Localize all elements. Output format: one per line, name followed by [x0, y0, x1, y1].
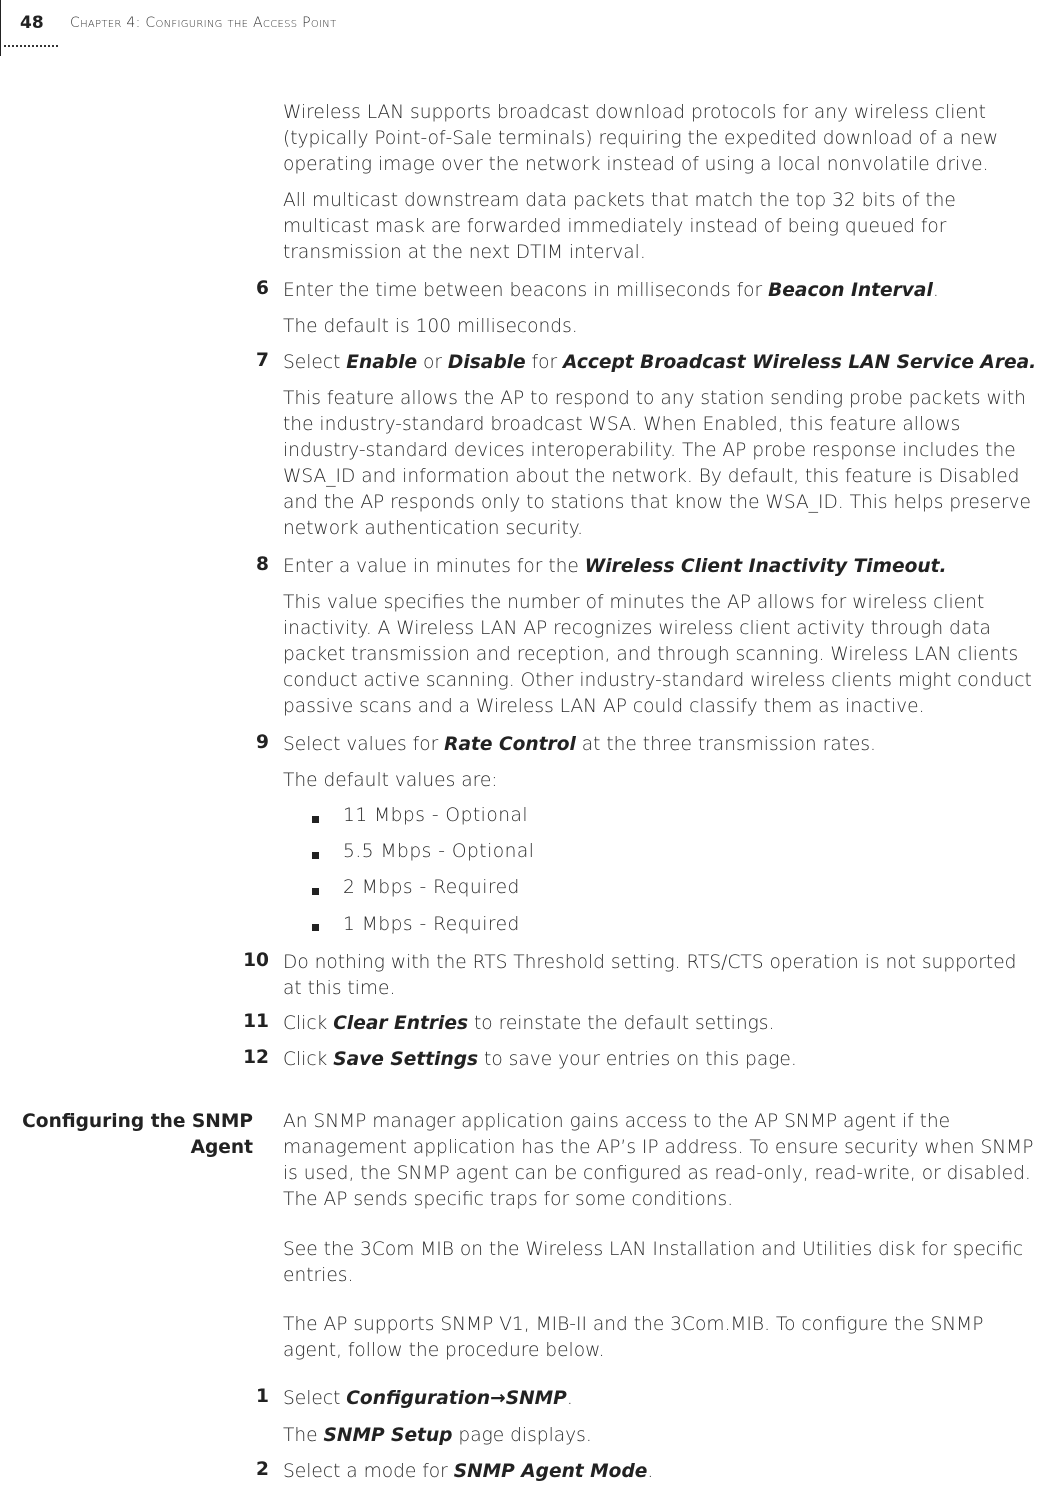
section-heading [0, 1109, 253, 1161]
ui-label: Accept Broadcast Wireless LAN Service Area. [563, 352, 1037, 373]
step-text: to save your entries on this page. [478, 1049, 797, 1070]
list-item: 1 Mbps - Required [343, 914, 520, 935]
intro-paragraph-1: Wireless LAN supports broadcast download protocols for any wireless client (typically Point-of-Sale terminals) requiring the expedited download of a new operating image over the network instead of using a local nonvolatile drive. [283, 102, 999, 175]
step-6-text [283, 278, 1041, 304]
step-text: Select a mode for [283, 1461, 454, 1482]
step-9-text [283, 732, 1041, 758]
arrow-icon: → [490, 1388, 506, 1409]
step-8-note: This value specifies the number of minutes the AP allows for wireless client inactivity. A Wireless LAN AP recognizes wireless client activity through data packet transmission and reception, and through scanning. Wireless LAN clients conduct active scanning. Other industry-standard wireless clients might conduct passive scans and a Wireless LAN AP could classify them as inactive. [283, 592, 1032, 717]
step-text: The [283, 1425, 324, 1446]
bullet-icon [312, 888, 322, 898]
ui-label: SNMP Setup [323, 1425, 453, 1446]
step-9-note: The default values are: [283, 770, 498, 791]
step-text: Click [283, 1013, 334, 1034]
step-number: 1 [256, 1386, 269, 1407]
step-8-text [283, 554, 1041, 580]
corner-rule [0, 0, 1, 56]
step-text: Enter a value in minutes for the [283, 556, 585, 577]
page-header [0, 0, 1041, 60]
ui-label: Disable [447, 352, 526, 373]
step-text: at the three transmission rates. [575, 734, 876, 755]
section-heading-line: Configuring the SNMP [22, 1111, 253, 1132]
step-number: 2 [256, 1459, 269, 1480]
step-text: Select values for [283, 734, 445, 755]
step-number: 11 [243, 1011, 269, 1032]
ui-label: SNMP Agent Mode [453, 1461, 648, 1482]
ui-label: Rate Control [444, 734, 576, 755]
ui-label: Save Settings [333, 1049, 479, 1070]
step-text: . [932, 280, 939, 301]
ui-label: Configuration [346, 1388, 491, 1409]
step-number: 9 [256, 732, 269, 753]
step-number: 7 [256, 350, 269, 371]
list-item: 5.5 Mbps - Optional [343, 841, 535, 862]
bullet-icon [312, 852, 322, 862]
step-7-note: This feature allows the AP to respond to any station sending probe packets with the industry-standard broadcast WSA. When Enabled, this feature allows industry-standard devices interoperability. The AP probe response includes the WSA_ID and information about the network. By default, this feature is Disabled and the AP responds only to stations that know the WSA_ID. This helps preserve network authentication security. [283, 388, 1031, 539]
step-text: Click [283, 1049, 334, 1070]
step-number: 6 [256, 278, 269, 299]
step-text: Enter the time between beacons in milliseconds for [283, 280, 769, 301]
snmp-step-1-note [283, 1423, 1041, 1449]
step-text: or [417, 352, 448, 373]
step-6-note: The default is 100 milliseconds. [283, 316, 578, 337]
step-text: . [647, 1461, 654, 1482]
step-11-text [283, 1011, 1041, 1037]
running-head: Chapter 4: Configuring the Access Point [70, 15, 337, 31]
bullet-icon [312, 816, 322, 826]
step-text: to reinstate the default settings. [468, 1013, 775, 1034]
intro-paragraph-2: All multicast downstream data packets that match the top 32 bits of the multicast mask are forwarded immediately instead of being queued for transmission at the next DTIM interval. [283, 190, 956, 263]
dotted-rule [4, 45, 58, 47]
section-paragraph-1: An SNMP manager application gains access to the AP SNMP agent if the management application has the AP’s IP address. To ensure security when SNMP is used, the SNMP agent can be configured as read-only, read-write, or disabled. The AP sends specific traps for some conditions. [283, 1111, 1034, 1210]
step-number: 8 [256, 554, 269, 575]
page-number: 48 [20, 13, 44, 33]
list-item: 2 Mbps - Required [343, 877, 520, 898]
ui-label: SNMP [505, 1388, 567, 1409]
snmp-step-1-text [283, 1386, 1041, 1412]
step-number: 12 [243, 1047, 269, 1068]
step-text: Select [283, 352, 347, 373]
section-paragraph-3: The AP supports SNMP V1, MIB-II and the 3Com.MIB. To configure the SNMP agent, follow the procedure below. [283, 1314, 984, 1361]
ui-label: Beacon Interval [768, 280, 933, 301]
step-10-text: Do nothing with the RTS Threshold setting. RTS/CTS operation is not supported at this time. [283, 952, 1017, 999]
step-number: 10 [243, 950, 269, 971]
step-7-text [283, 350, 1041, 376]
section-heading-line: Agent [190, 1137, 253, 1158]
bullet-icon [312, 924, 322, 934]
step-text: Select [283, 1388, 347, 1409]
ui-label: Enable [346, 352, 418, 373]
step-text: . [566, 1388, 573, 1409]
step-text: page displays. [452, 1425, 592, 1446]
step-12-text [283, 1047, 1041, 1073]
snmp-step-2-text [283, 1459, 1041, 1485]
ui-label: Wireless Client Inactivity Timeout. [584, 556, 947, 577]
list-item: 11 Mbps - Optional [343, 805, 529, 826]
section-paragraph-2: See the 3Com MIB on the Wireless LAN Installation and Utilities disk for specific entries. [283, 1239, 1024, 1286]
step-text: for [525, 352, 564, 373]
ui-label: Clear Entries [333, 1013, 469, 1034]
